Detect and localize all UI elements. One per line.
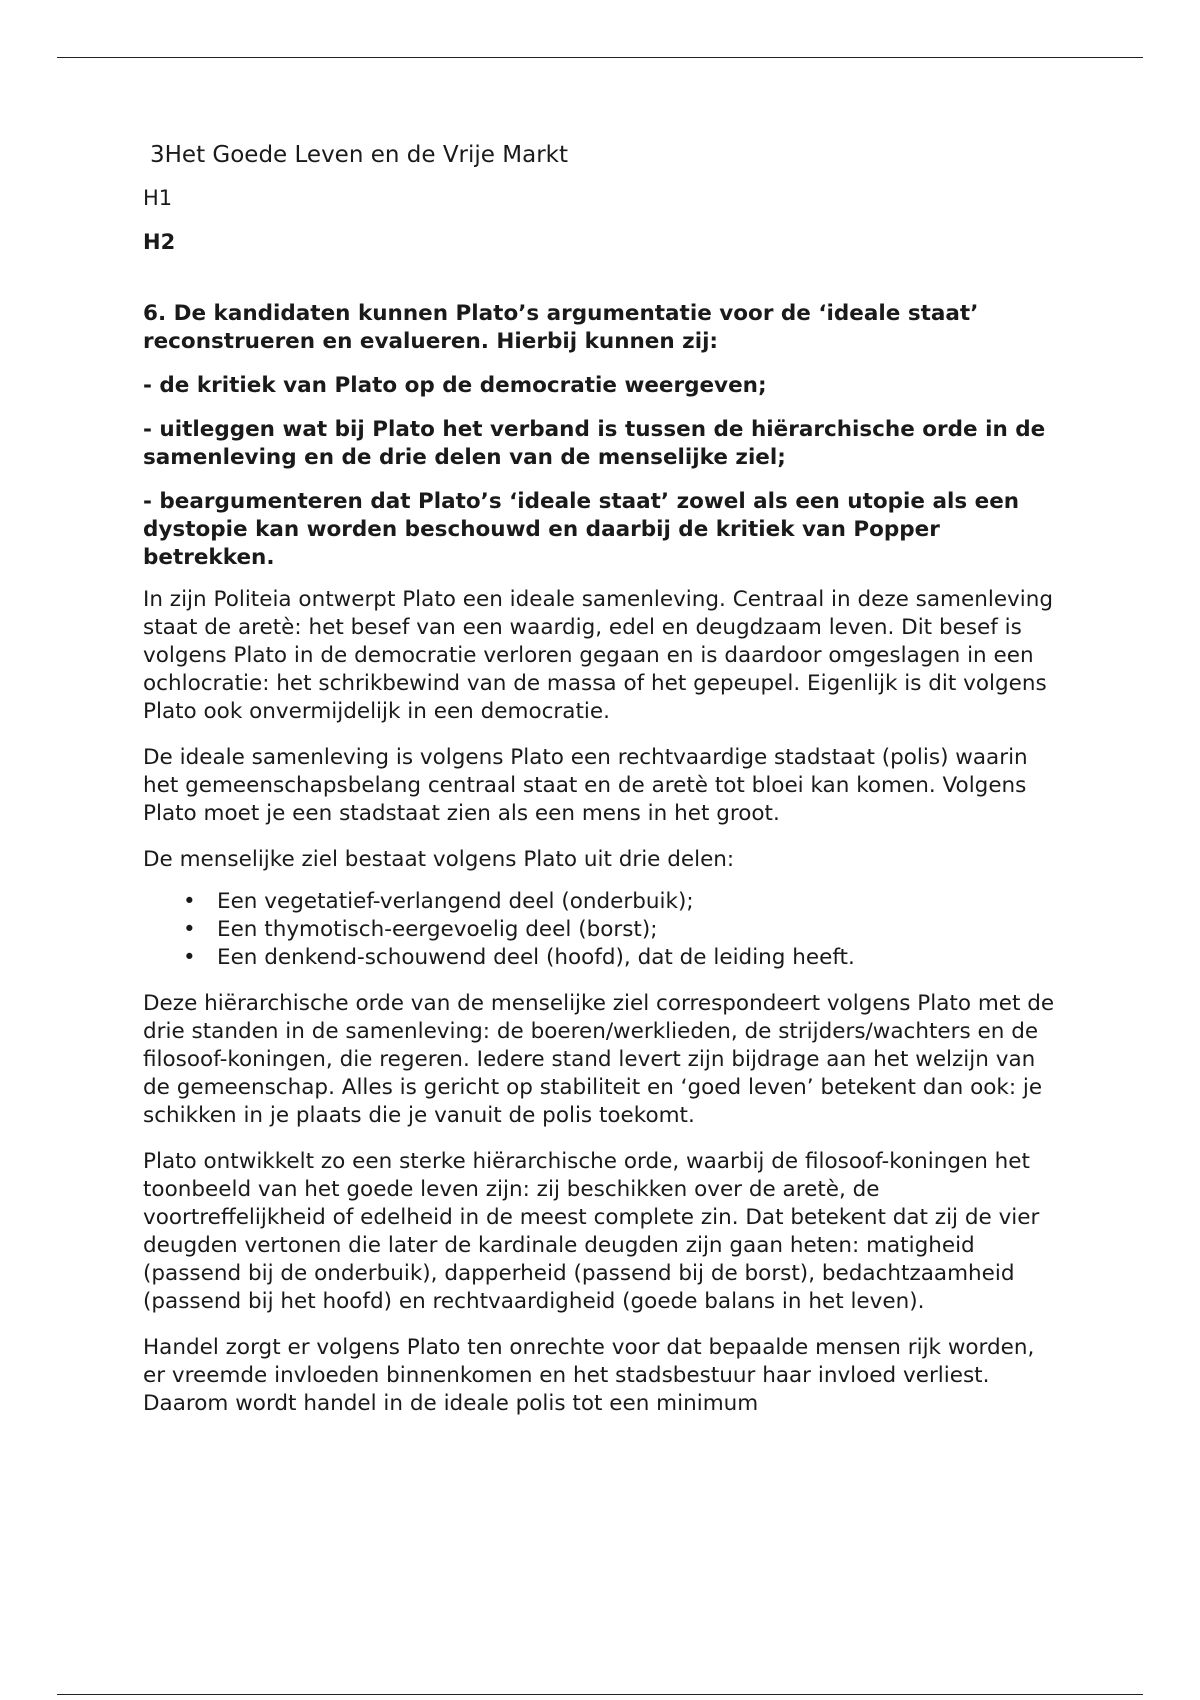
list-item [143, 944, 1063, 972]
learning-goal-item: - de kritiek van Plato op de democratie weergeven; [143, 373, 767, 398]
heading-label-h2: H2 [143, 230, 176, 254]
heading-label-h1: H1 [143, 186, 173, 210]
body-paragraph: Deze hiërarchische orde van de menselijke ziel correspondeert volgens Plato met de drie standen in de samenleving: de boeren/werklieden, de strijders/wachters en de filosoof-koningen, die regeren. Iedere stand levert zijn bijdrage aan het welzijn van de gemeenschap. Alles is gericht op stabiliteit en ‘goed leven’ betekent dan ook: je schikken in je plaats die je vanuit de polis toekomt. [143, 991, 1055, 1128]
list-item [143, 888, 1063, 916]
learning-goal-item: - beargumenteren dat Plato’s ‘ideale staat’ zowel als een utopie als een dystopie kan worden beschouwd en daarbij de kritiek van Popper betrekken. [143, 489, 1020, 570]
bullet-icon: • [183, 945, 196, 970]
list-item-text: Een vegetatief-verlangend deel (onderbuik); [217, 889, 694, 914]
list-item [143, 916, 1063, 944]
learning-goal-item: - uitleggen wat bij Plato het verband is tussen de hiërarchische orde in de samenleving en de drie delen van de menselijke ziel; [143, 417, 1046, 470]
body-paragraph: Handel zorgt er volgens Plato ten onrechte voor dat bepaalde mensen rijk worden, er vreemde invloeden binnenkomen en het stadsbestuur haar invloed verliest. Daarom wordt handel in de ideale polis tot een minimum [143, 1335, 1035, 1416]
bottom-rule [57, 1694, 1143, 1695]
list-item-text: Een thymotisch-eergevoelig deel (borst); [217, 917, 658, 942]
body-paragraph: Plato ontwikkelt zo een sterke hiërarchische orde, waarbij de filosoof-koningen het toonbeeld van het goede leven zijn: zij beschikken over de aretè, de voortreffelijkheid of edelheid in de meest complete zin. Dat betekent dat zij de vier deugden vertonen die later de kardinale deugden zijn gaan heten: matigheid (passend bij de onderbuik), dapperheid (passend bij de borst), bedachtzaamheid (passend bij het hoofd) en rechtvaardigheid (goede balans in het leven). [143, 1149, 1040, 1314]
list-intro-paragraph: De menselijke ziel bestaat volgens Plato uit drie delen: [143, 847, 735, 872]
body-paragraph: De ideale samenleving is volgens Plato een rechtvaardige stadstaat (polis) waarin het gemeenschapsbelang centraal staat en de aretè tot bloei kan komen. Volgens Plato moet je een stadstaat zien als een mens in het groot. [143, 745, 1028, 826]
soul-parts-list [143, 888, 1063, 972]
bullet-icon: • [183, 917, 196, 942]
top-rule [57, 57, 1143, 58]
document-title: 3Het Goede Leven en de Vrije Markt [150, 142, 568, 168]
body-paragraph: In zijn Politeia ontwerpt Plato een ideale samenleving. Centraal in deze samenleving staat de aretè: het besef van een waardig, edel en deugdzaam leven. Dit besef is volgens Plato in de democratie verloren gegaan en is daardoor omgeslagen in een ochlocratie: het schrikbewind van de massa of het gepeupel. Eigenlijk is dit volgens Plato ook onvermijdelijk in een democratie. [143, 587, 1054, 724]
list-item-text: Een denkend-schouwend deel (hoofd), dat de leiding heeft. [217, 945, 855, 970]
bullet-icon: • [183, 889, 196, 914]
learning-goal: 6. De kandidaten kunnen Plato’s argumentatie voor de ‘ideale staat’ reconstrueren en evalueren. Hierbij kunnen zij: [143, 301, 979, 354]
page-content [143, 140, 1063, 1436]
